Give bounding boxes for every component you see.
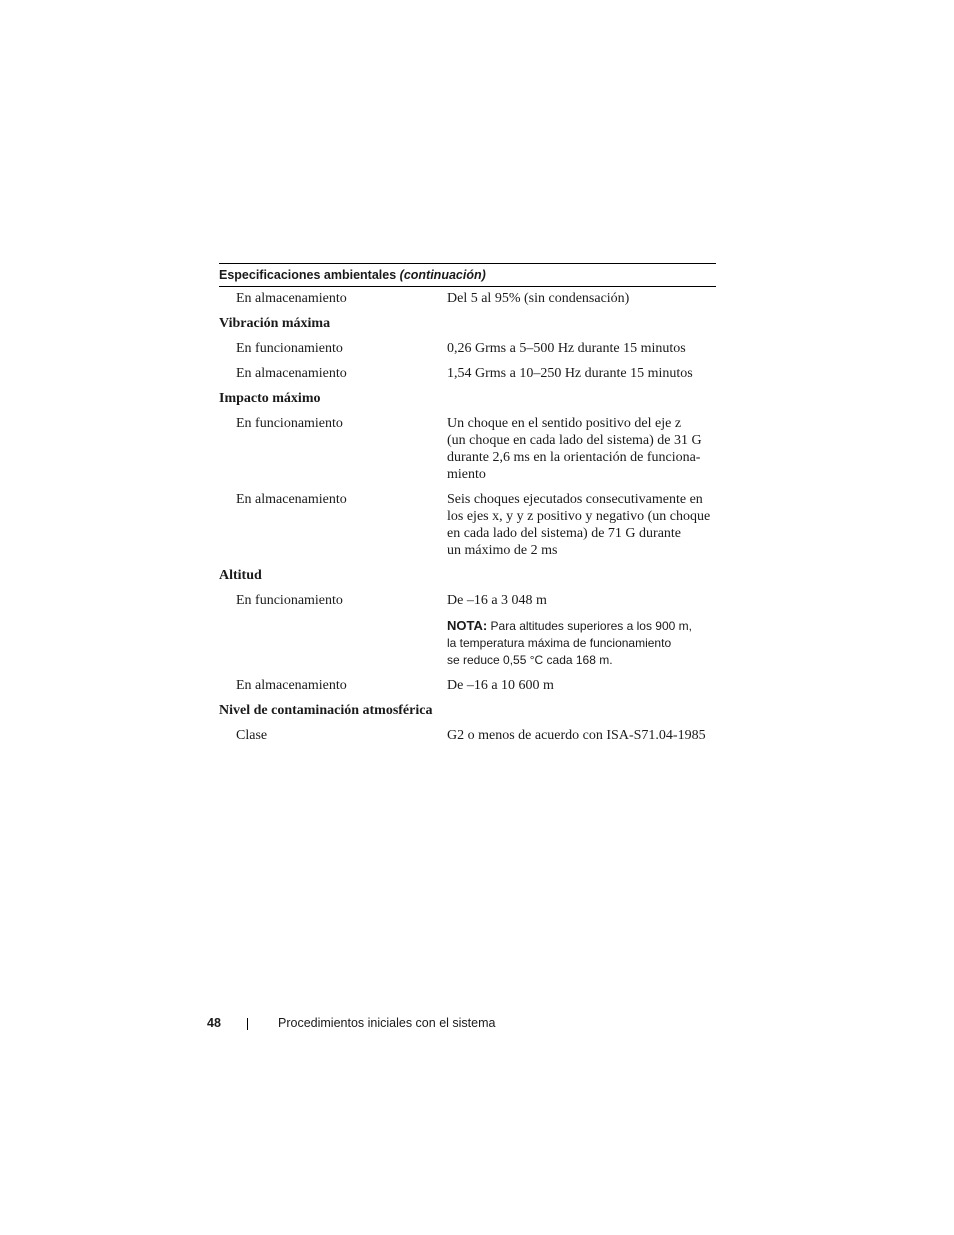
spec-value [447, 592, 716, 609]
value-line: 0,26 Grms a 5–500 Hz durante 15 minutos [447, 341, 686, 356]
spec-label: En almacenamiento [236, 291, 347, 306]
value-line: 1,54 Grms a 10–250 Hz durante 15 minutos [447, 366, 693, 381]
value-line: un máximo de 2 ms [447, 543, 558, 558]
spec-value [447, 727, 716, 744]
spec-row [219, 727, 716, 744]
section-heading: Impacto máximo [219, 391, 321, 406]
spec-label: En funcionamiento [236, 416, 343, 431]
value-line: Un choque en el sentido positivo del eje z [447, 416, 682, 431]
value-line [447, 617, 716, 635]
footer-title: Procedimientos iniciales con el sistema [278, 1016, 496, 1030]
spec-row [219, 365, 716, 382]
spec-value [447, 415, 716, 483]
note-label: NOTA: [447, 618, 488, 633]
table-header [219, 263, 716, 287]
table-title: Especificaciones ambientales [219, 268, 397, 282]
value-line: De –16 a 10 600 m [447, 678, 554, 693]
spec-value [447, 290, 716, 307]
value-line: se reduce 0,55 °C cada 168 m. [447, 653, 613, 667]
spec-label: En funcionamiento [236, 593, 343, 608]
footer-separator [247, 1018, 248, 1030]
spec-label [219, 617, 447, 669]
note-text [447, 617, 716, 669]
spec-label: En almacenamiento [236, 678, 347, 693]
page-number: 48 [207, 1016, 221, 1030]
section-heading: Vibración máxima [219, 316, 331, 331]
value-line: Del 5 al 95% (sin condensación) [447, 291, 630, 306]
spec-row [219, 340, 716, 357]
value-line: en cada lado del sistema) de 71 G durante [447, 526, 682, 541]
value-line: G2 o menos de acuerdo con ISA-S71.04-1985 [447, 728, 706, 743]
value-line: Seis choques ejecutados consecutivamente en [447, 492, 703, 507]
value-line: durante 2,6 ms en la orientación de funciona- [447, 450, 701, 465]
value-line: los ejes x, y y z positivo y negativo (un choque [447, 509, 711, 524]
value-line: De –16 a 3 048 m [447, 593, 547, 608]
table-rows [219, 287, 716, 744]
note-line-text: Para altitudes superiores a los 900 m, [487, 619, 692, 633]
spec-row [219, 592, 716, 609]
note-row [219, 617, 716, 669]
section-heading: Altitud [219, 568, 262, 583]
table-title-continuation: (continuación) [399, 268, 486, 282]
spec-label: En almacenamiento [236, 366, 347, 381]
section-heading: Nivel de contaminación atmosférica [219, 703, 433, 718]
section-heading-row [219, 567, 716, 584]
spec-row [219, 677, 716, 694]
spec-row [219, 415, 716, 483]
value-line: miento [447, 467, 486, 482]
spec-label: Clase [236, 728, 268, 743]
value-line: la temperatura máxima de funcionamiento [447, 636, 672, 650]
spec-value [447, 677, 716, 694]
spec-value [447, 491, 716, 559]
spec-row [219, 491, 716, 559]
spec-value [447, 365, 716, 382]
spec-value [447, 340, 716, 357]
value-line: (un choque en cada lado del sistema) de 31 G [447, 433, 702, 448]
spec-label: En almacenamiento [236, 492, 347, 507]
section-heading-row [219, 702, 716, 719]
section-heading-row [219, 315, 716, 332]
spec-table [219, 263, 716, 752]
spec-label: En funcionamiento [236, 341, 343, 356]
section-heading-row [219, 390, 716, 407]
spec-row [219, 290, 716, 307]
